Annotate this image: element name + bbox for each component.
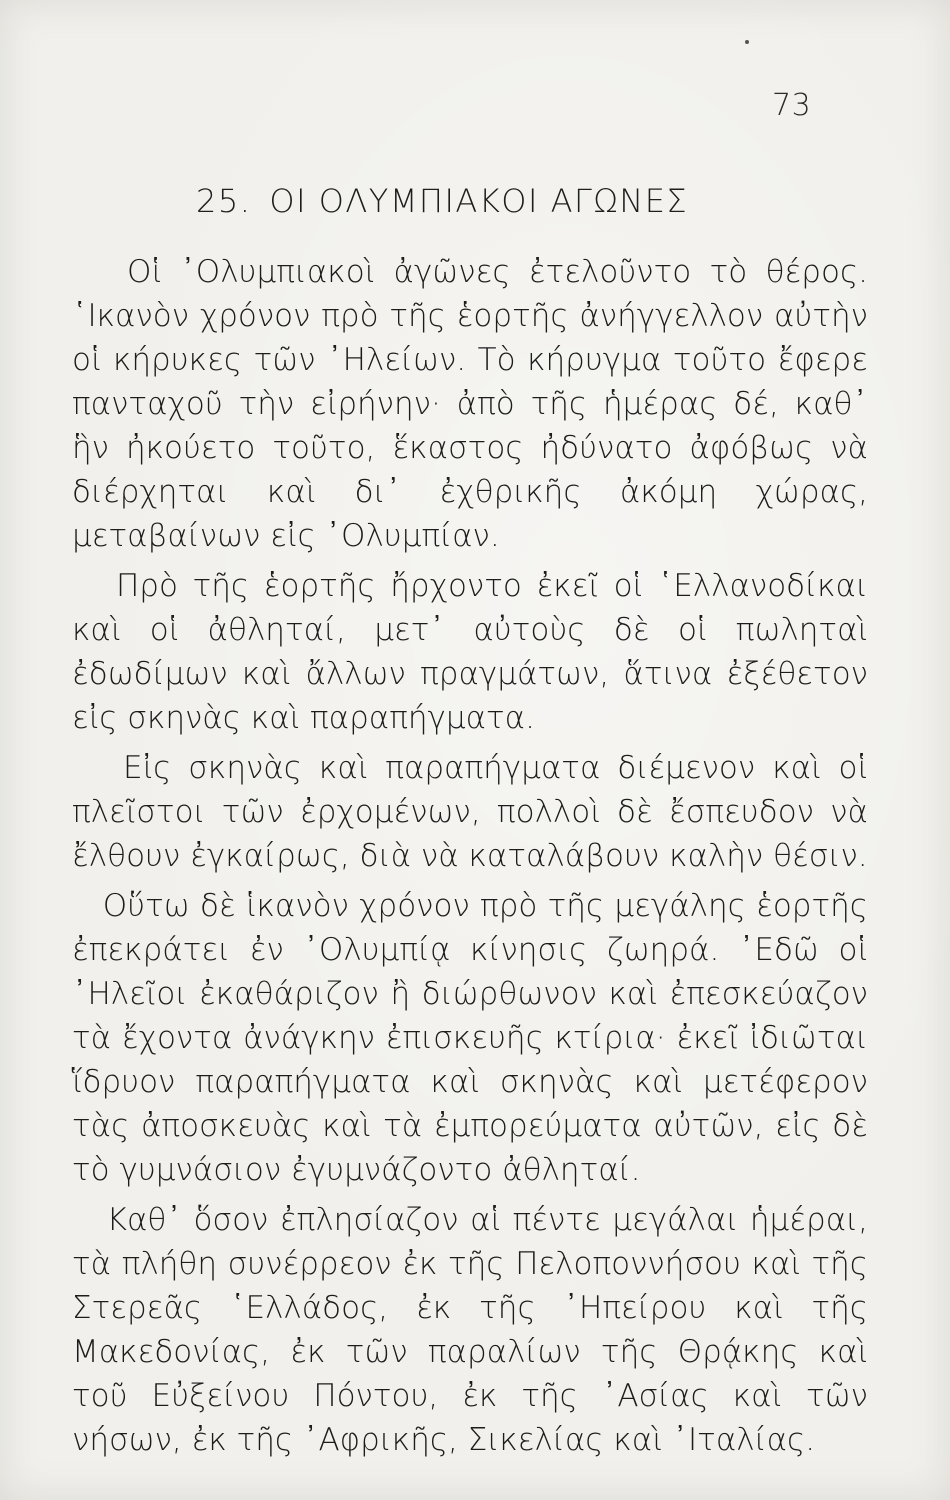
paragraph-5: Καθ᾿ ὅσον ἐπλησίαζον αἱ πέντε μεγάλαι ἡμέραι, τὰ πλήθη συνέρρεον ἐκ τῆς Πελοποννήσου καὶ τῆς Στερεᾶς ῾Ελλάδος, ἐκ τῆς ᾿Ηπείρου καὶ τῆς Μακεδονίας, ἐκ τῶν παραλίων τῆς Θρᾴκης καὶ τοῦ Εὐξείνου Πόντου, ἐκ τῆς ᾿Ασίας καὶ τῶν νήσων, ἐκ τῆς ᾿Αφρικῆς, Σικελίας καὶ ᾿Ιταλίας. — [72, 1202, 868, 1458]
chapter-heading — [196, 182, 688, 220]
paragraph-3: Εἰς σκηνὰς καὶ παραπήγματα διέμενον καὶ οἱ πλεῖστοι τῶν ἐρχομένων, πολλοὶ δὲ ἔσπευδον νὰ ἔλθουν ἐγκαίρως, διὰ νὰ καταλάβουν καλὴν θέσιν. — [72, 750, 868, 874]
chapter-number: 25. — [196, 182, 252, 220]
paragraph-1: Οἱ ᾿Ολυμπιακοὶ ἀγῶνες ἐτελοῦντο τὸ θέρος. ῾Ικανὸν χρόνον πρὸ τῆς ἑορτῆς ἀνήγγελλον αὐτὴν οἱ κήρυκες τῶν ᾿Ηλείων. Τὸ κήρυγμα τοῦτο ἔφερε πανταχοῦ τὴν εἰρήνην· ἀπὸ τῆς ἡμέρας δέ, καθ᾿ ἣν ἠκούετο τοῦτο, ἕκαστος ἠδύνατο ἀφόβως νὰ διέρχηται καὶ δι᾿ ἐχθρικῆς ἀκόμη χώρας, μεταβαίνων εἰς ᾿Ολυμπίαν. — [72, 254, 868, 554]
ink-speck — [745, 40, 749, 44]
paragraph-4: Οὕτω δὲ ἱκανὸν χρόνον πρὸ τῆς μεγάλης ἑορτῆς ἐπεκράτει ἐν ᾿Ολυμπίᾳ κίνησις ζωηρά. ᾿Εδῶ οἱ ᾿Ηλεῖοι ἐκαθάριζον ἢ διώρθωνον καὶ ἐπεσκεύαζον τὰ ἔχοντα ἀνάγκην ἐπισκευῆς κτίρια· ἐκεῖ ἰδιῶται ἵδρυον παραπήγματα καὶ σκηνὰς καὶ μετέφερον τὰς ἀποσκευὰς καὶ τὰ ἐμπορεύματα αὐτῶν, εἰς δὲ τὸ γυμνάσιον ἐγυμνάζοντο ἀθληταί. — [72, 888, 868, 1188]
paragraph-2: Πρὸ τῆς ἑορτῆς ἤρχοντο ἐκεῖ οἱ ῾Ελλανοδίκαι καὶ οἱ ἀθληταί, μετ᾿ αὐτοὺς δὲ οἱ πωληταὶ ἐδωδίμων καὶ ἄλλων πραγμάτων, ἅτινα ἐξέθετον εἰς σκηνὰς καὶ παραπήγματα. — [72, 568, 868, 736]
chapter-title: ΟΙ ΟΛΥΜΠΙΑΚΟΙ ΑΓΩΝΕΣ — [269, 182, 689, 220]
chapter-body — [72, 250, 868, 1462]
page-number: 73 — [772, 88, 812, 123]
